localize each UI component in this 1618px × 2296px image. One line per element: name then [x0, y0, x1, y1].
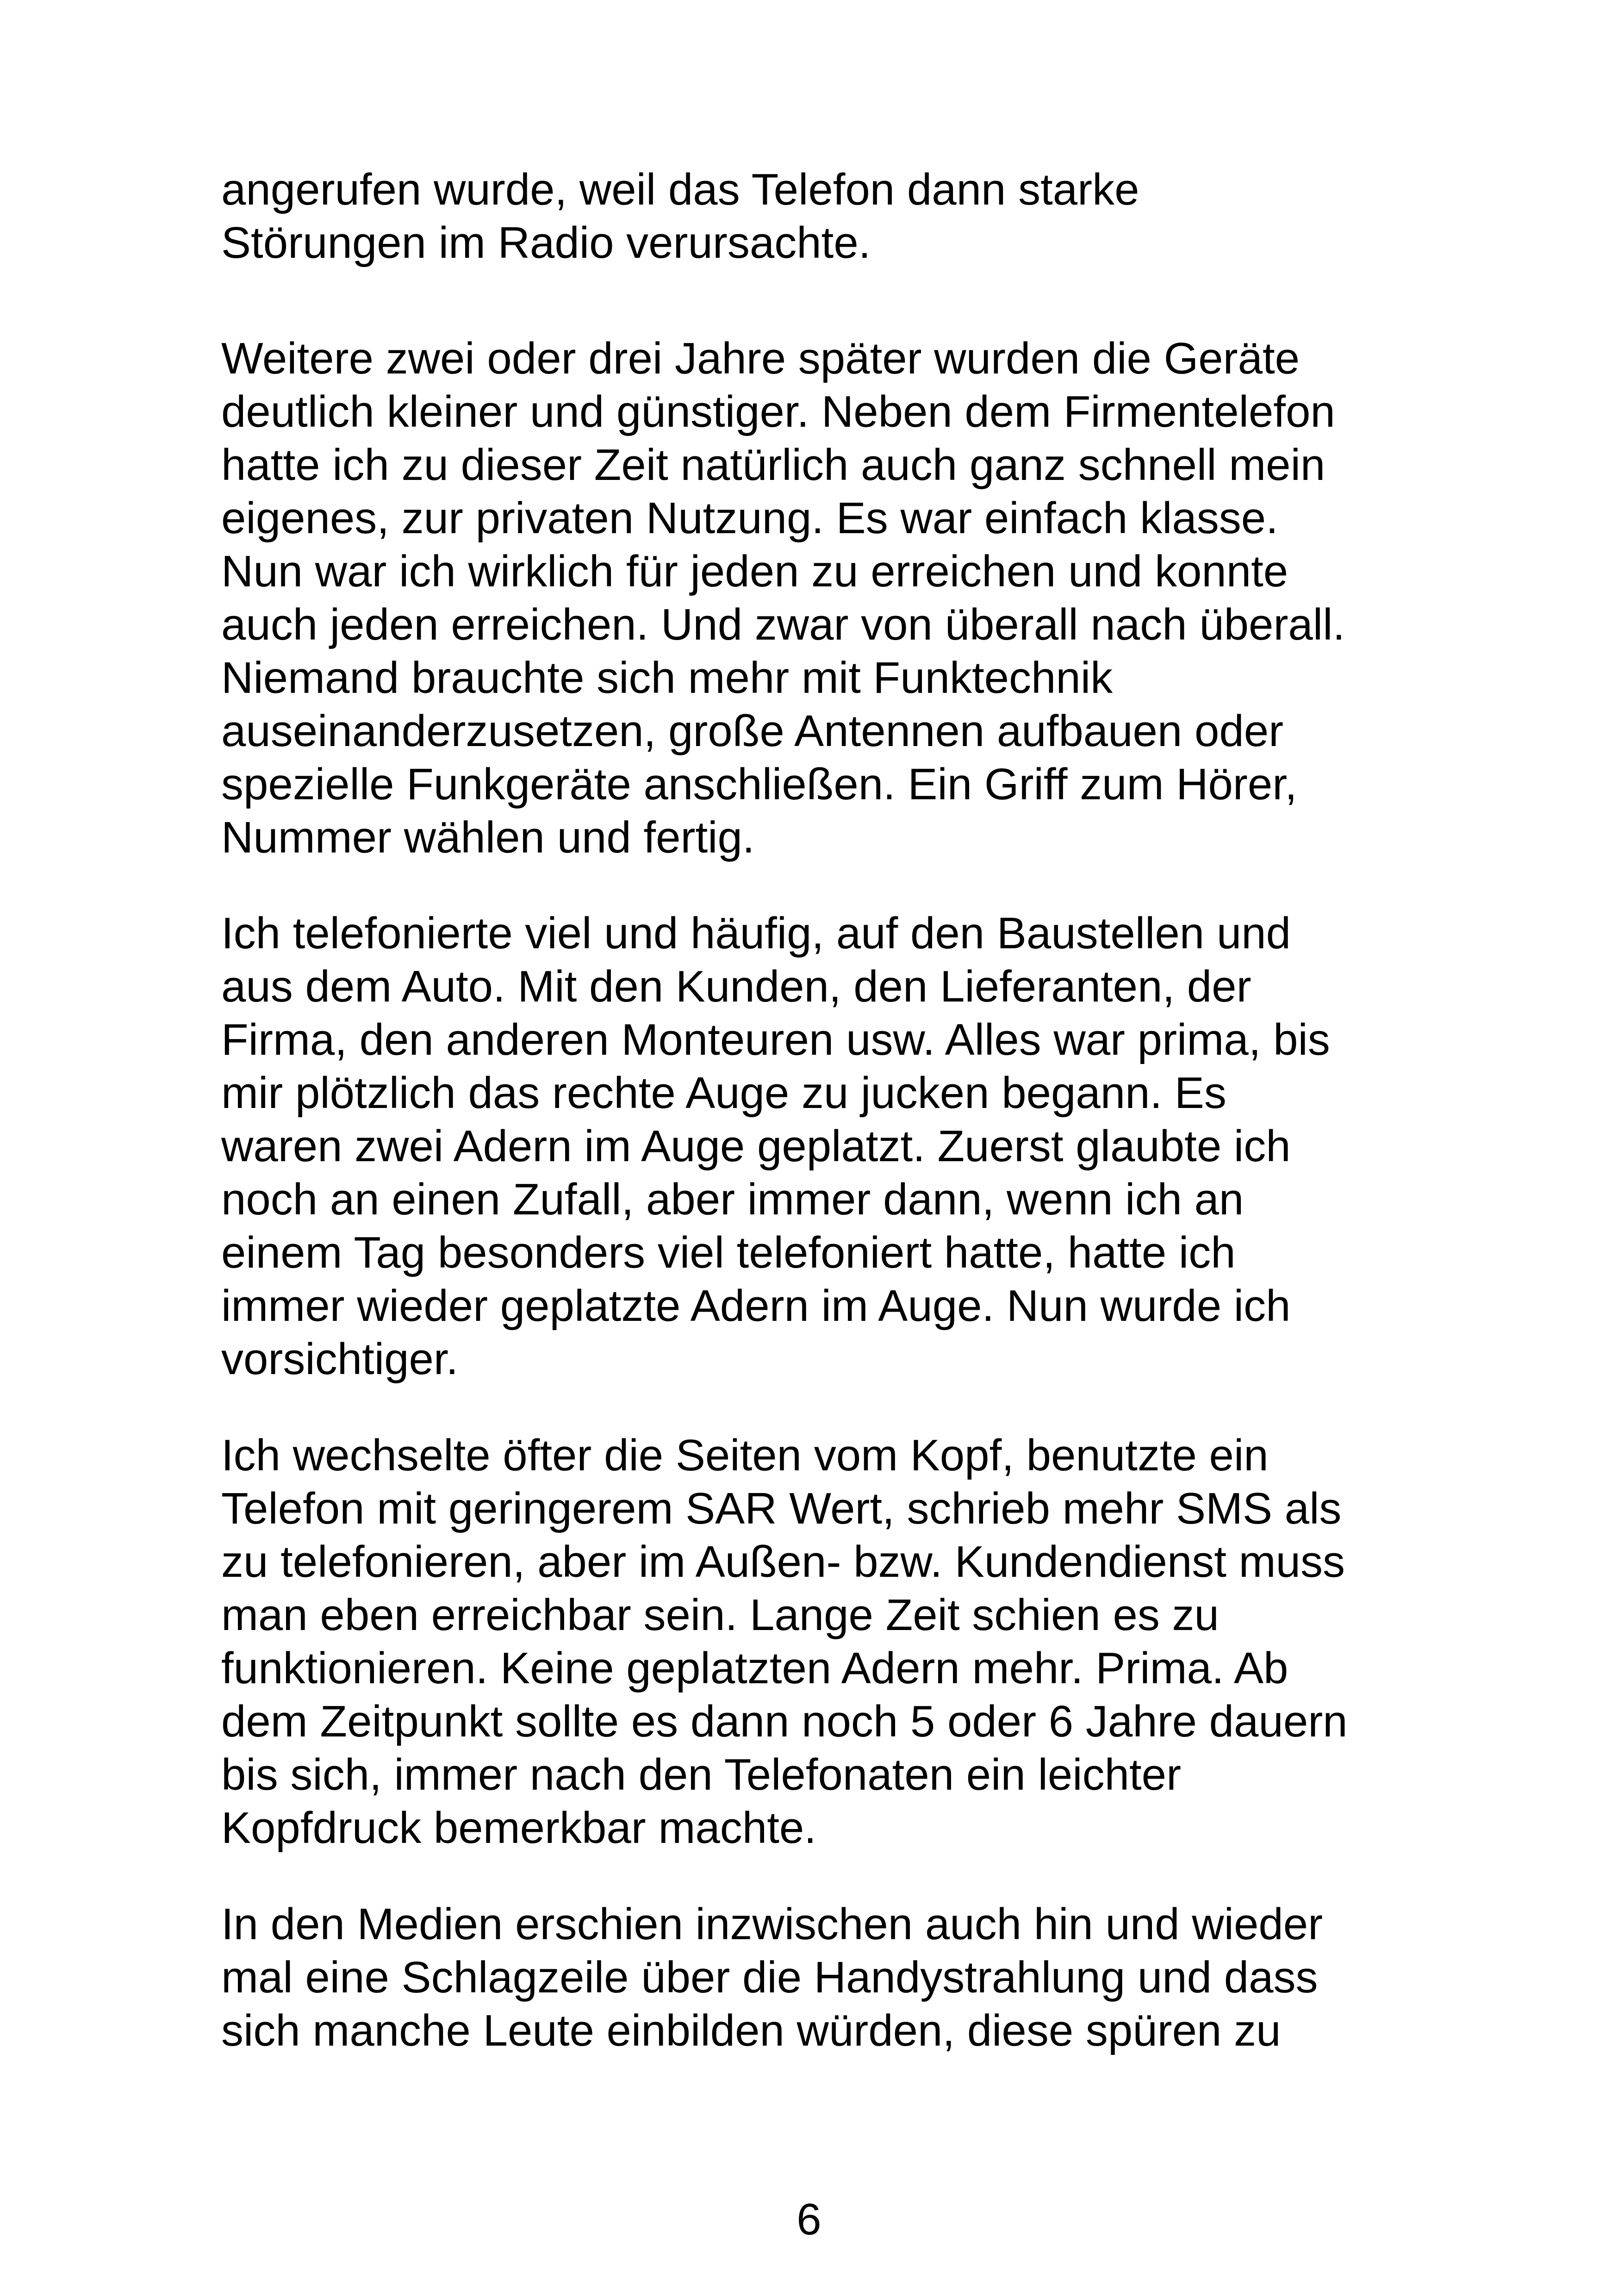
text-line: Nun war ich wirklich für jeden zu erreichen und konnte — [221, 547, 1288, 596]
text-line: hatte ich zu dieser Zeit natürlich auch ganz schnell mein — [221, 440, 1326, 490]
text-line: auseinanderzusetzen, große Antennen aufbauen oder — [221, 706, 1284, 756]
text-line: Niemand brauchte sich mehr mit Funktechnik — [221, 653, 1113, 703]
text-line: spezielle Funkgeräte anschließen. Ein Griff zum Hörer, — [221, 759, 1297, 809]
paragraph-3 — [221, 907, 1330, 1386]
paragraph-2 — [221, 332, 1345, 864]
text-line: mal eine Schlagzeile über die Handystrahlung und dass — [221, 1953, 1318, 2002]
text-line: Ich telefonierte viel und häufig, auf den Baustellen und — [221, 908, 1291, 958]
text-line: eigenes, zur privaten Nutzung. Es war einfach klasse. — [221, 493, 1278, 543]
text-line: man eben erreichbar sein. Lange Zeit schien es zu — [221, 1590, 1219, 1640]
paragraph-1 — [221, 163, 1139, 269]
text-line: Nummer wählen und fertig. — [221, 813, 755, 862]
text-line: waren zwei Adern im Auge geplatzt. Zuerst glaubte ich — [221, 1121, 1291, 1171]
text-line: immer wieder geplatzte Adern im Auge. Nun wurde ich — [221, 1281, 1291, 1331]
text-line: dem Zeitpunkt sollte es dann noch 5 oder 6 Jahre dauern — [221, 1697, 1348, 1746]
text-line: zu telefonieren, aber im Außen- bzw. Kundendienst muss — [221, 1537, 1345, 1587]
text-line: angerufen wurde, weil das Telefon dann starke — [221, 165, 1139, 214]
text-line: bis sich, immer nach den Telefonaten ein leichter — [221, 1750, 1182, 1799]
page-number: 6 — [797, 2195, 821, 2244]
text-line: auch jeden erreichen. Und zwar von überall nach überall. — [221, 600, 1345, 649]
text-line: Telefon mit geringerem SAR Wert, schrieb mehr SMS als — [221, 1484, 1342, 1533]
text-line: Firma, den anderen Monteuren usw. Alles war prima, bis — [221, 1015, 1330, 1064]
text-line: mir plötzlich das rechte Auge zu jucken begann. Es — [221, 1068, 1226, 1118]
paragraph-4 — [221, 1429, 1348, 1854]
text-line: Ich wechselte öfter die Seiten vom Kopf, benutzte ein — [221, 1431, 1269, 1480]
text-line: funktionieren. Keine geplatzten Adern mehr. Prima. Ab — [221, 1643, 1288, 1693]
text-line: deutlich kleiner und günstiger. Neben dem Firmentelefon — [221, 387, 1335, 436]
paragraph-5 — [221, 1898, 1323, 2057]
text-line: Störungen im Radio verursachte. — [221, 218, 871, 268]
text-line: sich manche Leute einbilden würden, diese spüren zu — [221, 2006, 1281, 2055]
text-line: vorsichtiger. — [221, 1334, 459, 1384]
text-line: Kopfdruck bemerkbar machte. — [221, 1803, 816, 1853]
text-line: In den Medien erschien inzwischen auch hin und wieder — [221, 1899, 1323, 1949]
text-line: aus dem Auto. Mit den Kunden, den Lieferanten, der — [221, 962, 1251, 1011]
text-line: noch an einen Zufall, aber immer dann, wenn ich an — [221, 1175, 1244, 1224]
text-line: Weitere zwei oder drei Jahre später wurden die Geräte — [221, 334, 1300, 383]
text-line: einem Tag besonders viel telefoniert hatte, hatte ich — [221, 1228, 1236, 1277]
